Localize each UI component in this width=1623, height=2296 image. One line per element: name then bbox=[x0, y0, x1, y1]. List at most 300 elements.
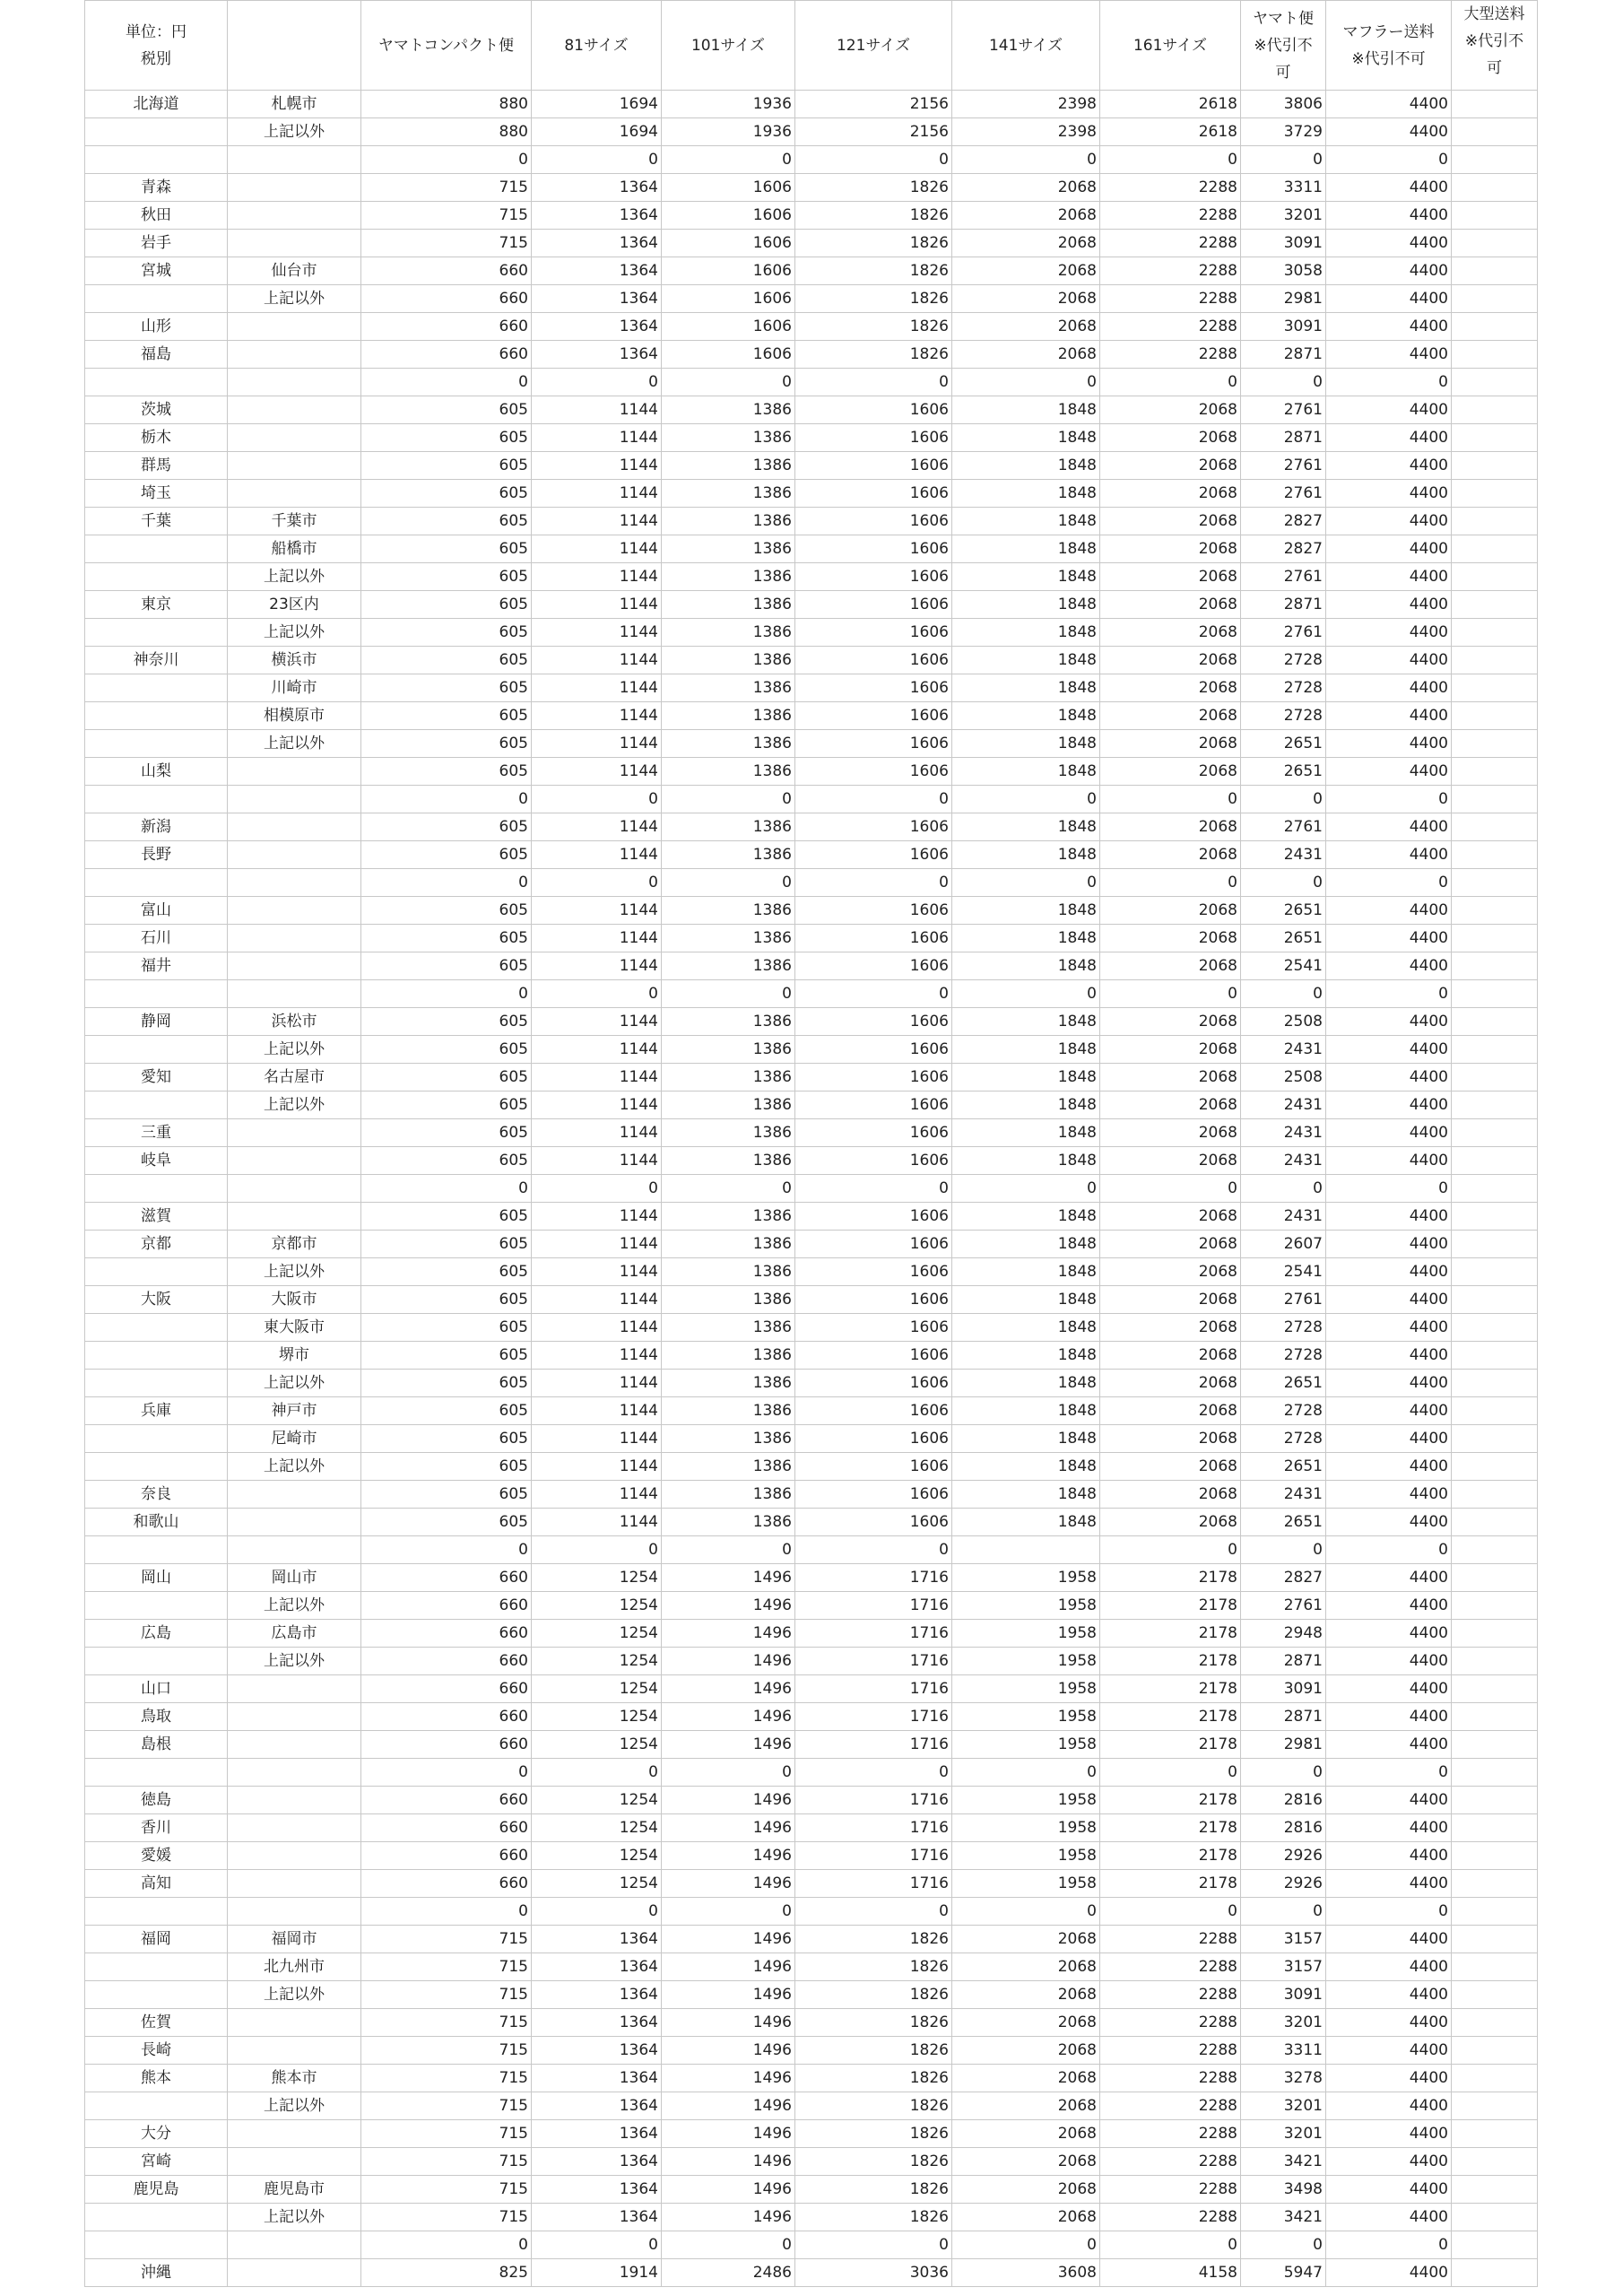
size-121-cell: 0 bbox=[795, 786, 952, 813]
large-cell bbox=[1452, 1453, 1538, 1481]
size-101-cell: 1386 bbox=[662, 1286, 795, 1314]
city-cell: 上記以外 bbox=[228, 2204, 361, 2231]
yamato-cell: 3091 bbox=[1241, 313, 1326, 341]
size-121-cell: 1716 bbox=[795, 1675, 952, 1703]
table-row bbox=[85, 925, 1538, 952]
table-row bbox=[85, 1453, 1538, 1481]
compact-cell: 715 bbox=[361, 174, 532, 202]
size-121-cell: 0 bbox=[795, 1536, 952, 1564]
prefecture-cell bbox=[85, 1898, 228, 1926]
compact-cell: 0 bbox=[361, 1536, 532, 1564]
yamato-cell: 2816 bbox=[1241, 1787, 1326, 1814]
large-cell bbox=[1452, 2231, 1538, 2259]
compact-cell: 660 bbox=[361, 1703, 532, 1731]
large-cell bbox=[1452, 535, 1538, 563]
prefecture-cell bbox=[85, 1036, 228, 1064]
size-161-cell: 2288 bbox=[1100, 2148, 1241, 2176]
muffler-cell: 4400 bbox=[1326, 758, 1452, 786]
size-81-cell: 1144 bbox=[532, 508, 662, 535]
size-121-cell: 1606 bbox=[795, 702, 952, 730]
size-81-cell: 1364 bbox=[532, 313, 662, 341]
prefecture-cell: 鳥取 bbox=[85, 1703, 228, 1731]
prefecture-cell: 福岡 bbox=[85, 1926, 228, 1953]
prefecture-cell: 鹿児島 bbox=[85, 2176, 228, 2204]
size-141-cell: 1848 bbox=[952, 1509, 1100, 1536]
size-81-cell: 1144 bbox=[532, 1453, 662, 1481]
muffler-cell: 4400 bbox=[1326, 2259, 1452, 2287]
size-161-cell: 2288 bbox=[1100, 2009, 1241, 2037]
size-101-cell: 1386 bbox=[662, 702, 795, 730]
prefecture-cell: 大阪 bbox=[85, 1286, 228, 1314]
yamato-cell: 2431 bbox=[1241, 841, 1326, 869]
size-101-cell: 1606 bbox=[662, 313, 795, 341]
size-101-cell: 1496 bbox=[662, 1842, 795, 1870]
city-cell: 上記以外 bbox=[228, 1091, 361, 1119]
size-141-cell: 1958 bbox=[952, 1564, 1100, 1592]
prefecture-cell: 秋田 bbox=[85, 202, 228, 230]
size-121-cell: 1826 bbox=[795, 2009, 952, 2037]
muffler-cell: 4400 bbox=[1326, 1231, 1452, 1258]
size-101-cell: 1496 bbox=[662, 2120, 795, 2148]
large-line-2: ※代引不 bbox=[1464, 32, 1524, 50]
size-121-cell: 2156 bbox=[795, 118, 952, 146]
yamato-cell: 2926 bbox=[1241, 1870, 1326, 1898]
size-161-cell: 2178 bbox=[1100, 1731, 1241, 1759]
size-81-cell: 1364 bbox=[532, 230, 662, 257]
table-row bbox=[85, 813, 1538, 841]
yamato-cell: 2508 bbox=[1241, 1008, 1326, 1036]
city-cell bbox=[228, 1703, 361, 1731]
yamato-cell: 2926 bbox=[1241, 1842, 1326, 1870]
large-cell bbox=[1452, 396, 1538, 424]
size-161-cell: 2068 bbox=[1100, 702, 1241, 730]
muffler-cell: 4400 bbox=[1326, 1731, 1452, 1759]
muffler-cell: 4400 bbox=[1326, 1787, 1452, 1814]
size-161-cell: 2068 bbox=[1100, 1286, 1241, 1314]
size-141-cell: 1848 bbox=[952, 452, 1100, 480]
compact-cell: 605 bbox=[361, 619, 532, 647]
size-161-cell: 2068 bbox=[1100, 1119, 1241, 1147]
compact-cell: 660 bbox=[361, 1592, 532, 1620]
prefecture-cell: 岐阜 bbox=[85, 1147, 228, 1175]
muffler-cell: 4400 bbox=[1326, 2092, 1452, 2120]
size-141-cell: 1958 bbox=[952, 1870, 1100, 1898]
prefecture-cell: 宮城 bbox=[85, 257, 228, 285]
size-141-cell: 1848 bbox=[952, 1342, 1100, 1370]
city-cell bbox=[228, 313, 361, 341]
table-row bbox=[85, 2037, 1538, 2065]
size-121-cell: 1606 bbox=[795, 730, 952, 758]
size-81-cell: 1364 bbox=[532, 285, 662, 313]
large-cell bbox=[1452, 1842, 1538, 1870]
table-row bbox=[85, 702, 1538, 730]
size-141-cell: 1848 bbox=[952, 897, 1100, 925]
large-cell bbox=[1452, 2259, 1538, 2287]
size-101-cell: 1496 bbox=[662, 1870, 795, 1898]
size-121-cell: 1716 bbox=[795, 1648, 952, 1675]
size-161-cell: 2068 bbox=[1100, 396, 1241, 424]
large-cell bbox=[1452, 1981, 1538, 2009]
size-81-cell: 0 bbox=[532, 1536, 662, 1564]
large-cell bbox=[1452, 1119, 1538, 1147]
size-161-cell: 2288 bbox=[1100, 2065, 1241, 2092]
size-121-cell: 1606 bbox=[795, 1370, 952, 1397]
table-row bbox=[85, 1147, 1538, 1175]
size-141-cell: 1848 bbox=[952, 813, 1100, 841]
size-101-cell: 1496 bbox=[662, 2037, 795, 2065]
size-161-cell: 2068 bbox=[1100, 1203, 1241, 1231]
city-cell: 北九州市 bbox=[228, 1953, 361, 1981]
compact-cell: 715 bbox=[361, 2065, 532, 2092]
table-row bbox=[85, 452, 1538, 480]
table-row bbox=[85, 1481, 1538, 1509]
size-101-cell: 1386 bbox=[662, 1481, 795, 1509]
city-cell bbox=[228, 1898, 361, 1926]
size-81-cell: 1144 bbox=[532, 647, 662, 674]
city-cell: 福岡市 bbox=[228, 1926, 361, 1953]
prefecture-cell: 北海道 bbox=[85, 91, 228, 118]
size-121-cell: 1716 bbox=[795, 1731, 952, 1759]
yamato-cell: 2728 bbox=[1241, 1397, 1326, 1425]
city-cell bbox=[228, 424, 361, 452]
size-101-cell: 1386 bbox=[662, 1147, 795, 1175]
size-161-cell: 2178 bbox=[1100, 1592, 1241, 1620]
size-101-cell: 1496 bbox=[662, 1620, 795, 1648]
size-161-cell: 2178 bbox=[1100, 1703, 1241, 1731]
large-cell bbox=[1452, 174, 1538, 202]
compact-cell: 605 bbox=[361, 758, 532, 786]
size-141-cell: 1848 bbox=[952, 1453, 1100, 1481]
city-cell bbox=[228, 1175, 361, 1203]
size-101-cell: 1386 bbox=[662, 1453, 795, 1481]
large-cell bbox=[1452, 786, 1538, 813]
prefecture-cell bbox=[85, 980, 228, 1008]
muffler-cell: 0 bbox=[1326, 146, 1452, 174]
prefecture-cell bbox=[85, 118, 228, 146]
table-row bbox=[85, 508, 1538, 535]
yamato-cell: 3201 bbox=[1241, 2009, 1326, 2037]
size-101-cell: 1386 bbox=[662, 1091, 795, 1119]
size-101-cell: 1386 bbox=[662, 619, 795, 647]
size-81-cell: 1144 bbox=[532, 452, 662, 480]
muffler-cell: 0 bbox=[1326, 786, 1452, 813]
size-141-cell: 0 bbox=[952, 786, 1100, 813]
compact-cell: 0 bbox=[361, 980, 532, 1008]
size-141-cell: 1958 bbox=[952, 1703, 1100, 1731]
compact-cell: 605 bbox=[361, 1258, 532, 1286]
size-141-cell: 1848 bbox=[952, 535, 1100, 563]
size-81-cell: 0 bbox=[532, 1759, 662, 1787]
city-cell: 熊本市 bbox=[228, 2065, 361, 2092]
size-81-cell: 1364 bbox=[532, 2176, 662, 2204]
compact-cell: 715 bbox=[361, 2148, 532, 2176]
yamato-cell: 3421 bbox=[1241, 2204, 1326, 2231]
city-cell bbox=[228, 2009, 361, 2037]
size-161-cell: 2178 bbox=[1100, 1870, 1241, 1898]
large-cell bbox=[1452, 674, 1538, 702]
compact-cell: 605 bbox=[361, 1481, 532, 1509]
size-121-cell: 1826 bbox=[795, 313, 952, 341]
size-161-cell: 2288 bbox=[1100, 285, 1241, 313]
size-141-cell: 1848 bbox=[952, 1286, 1100, 1314]
prefecture-cell: 和歌山 bbox=[85, 1509, 228, 1536]
size-101-cell: 1936 bbox=[662, 118, 795, 146]
size-81-cell: 1254 bbox=[532, 1592, 662, 1620]
size-161-cell: 2288 bbox=[1100, 257, 1241, 285]
compact-cell: 605 bbox=[361, 841, 532, 869]
size-141-cell: 2068 bbox=[952, 2037, 1100, 2065]
muffler-cell: 4400 bbox=[1326, 1953, 1452, 1981]
yamato-cell: 2761 bbox=[1241, 480, 1326, 508]
large-cell bbox=[1452, 118, 1538, 146]
city-cell: 堺市 bbox=[228, 1342, 361, 1370]
size-101-cell: 1606 bbox=[662, 174, 795, 202]
size-141-cell: 1848 bbox=[952, 508, 1100, 535]
prefecture-cell bbox=[85, 563, 228, 591]
muffler-cell: 4400 bbox=[1326, 257, 1452, 285]
size-101-cell: 1496 bbox=[662, 1703, 795, 1731]
size-141-cell: 1848 bbox=[952, 952, 1100, 980]
size-121-cell: 1826 bbox=[795, 2148, 952, 2176]
prefecture-cell: 奈良 bbox=[85, 1481, 228, 1509]
size-81-cell: 1364 bbox=[532, 2120, 662, 2148]
city-cell bbox=[228, 1481, 361, 1509]
compact-cell: 605 bbox=[361, 952, 532, 980]
size-161-cell: 0 bbox=[1100, 980, 1241, 1008]
size-141-cell: 2068 bbox=[952, 230, 1100, 257]
size-101-cell: 1386 bbox=[662, 1231, 795, 1258]
muffler-cell: 4400 bbox=[1326, 1425, 1452, 1453]
compact-cell: 660 bbox=[361, 341, 532, 369]
muffler-cell: 4400 bbox=[1326, 702, 1452, 730]
size-101-cell: 1496 bbox=[662, 1675, 795, 1703]
muffler-cell: 4400 bbox=[1326, 563, 1452, 591]
size-121-cell: 1606 bbox=[795, 813, 952, 841]
city-cell bbox=[228, 2037, 361, 2065]
size-121-cell: 1716 bbox=[795, 1842, 952, 1870]
size-81-cell: 1144 bbox=[532, 1286, 662, 1314]
muffler-cell: 0 bbox=[1326, 869, 1452, 897]
size-161-cell: 2068 bbox=[1100, 1397, 1241, 1425]
size-121-cell: 1606 bbox=[795, 897, 952, 925]
large-cell bbox=[1452, 1314, 1538, 1342]
size-141-cell: 2068 bbox=[952, 2176, 1100, 2204]
size-161-cell: 2068 bbox=[1100, 1147, 1241, 1175]
header-large bbox=[1452, 1, 1538, 91]
size-141-cell bbox=[952, 1536, 1100, 1564]
yamato-cell: 2761 bbox=[1241, 396, 1326, 424]
prefecture-cell bbox=[85, 285, 228, 313]
size-101-cell: 1386 bbox=[662, 591, 795, 619]
table-row bbox=[85, 313, 1538, 341]
prefecture-cell: 島根 bbox=[85, 1731, 228, 1759]
size-101-cell: 1386 bbox=[662, 952, 795, 980]
yamato-line-3: 可 bbox=[1275, 63, 1291, 82]
compact-cell: 715 bbox=[361, 1926, 532, 1953]
large-cell bbox=[1452, 952, 1538, 980]
size-161-cell: 2288 bbox=[1100, 2204, 1241, 2231]
size-81-cell: 1144 bbox=[532, 952, 662, 980]
size-161-cell: 2068 bbox=[1100, 925, 1241, 952]
table-row bbox=[85, 1314, 1538, 1342]
size-141-cell: 1958 bbox=[952, 1731, 1100, 1759]
size-161-cell: 2068 bbox=[1100, 841, 1241, 869]
large-cell bbox=[1452, 202, 1538, 230]
large-cell bbox=[1452, 2009, 1538, 2037]
large-cell bbox=[1452, 452, 1538, 480]
header-size-161: 161サイズ bbox=[1100, 1, 1241, 91]
size-101-cell: 1496 bbox=[662, 2204, 795, 2231]
size-121-cell: 0 bbox=[795, 869, 952, 897]
compact-cell: 660 bbox=[361, 1675, 532, 1703]
table-row bbox=[85, 369, 1538, 396]
yamato-cell: 3157 bbox=[1241, 1953, 1326, 1981]
size-141-cell: 0 bbox=[952, 2231, 1100, 2259]
prefecture-cell: 栃木 bbox=[85, 424, 228, 452]
size-121-cell: 1606 bbox=[795, 1481, 952, 1509]
muffler-cell: 4400 bbox=[1326, 341, 1452, 369]
table-row bbox=[85, 2204, 1538, 2231]
yamato-cell: 2651 bbox=[1241, 897, 1326, 925]
yamato-cell: 2728 bbox=[1241, 674, 1326, 702]
large-cell bbox=[1452, 2120, 1538, 2148]
compact-cell: 0 bbox=[361, 2231, 532, 2259]
large-cell bbox=[1452, 369, 1538, 396]
size-121-cell: 1606 bbox=[795, 1091, 952, 1119]
large-cell bbox=[1452, 424, 1538, 452]
prefecture-cell: 福井 bbox=[85, 952, 228, 980]
header-size-101: 101サイズ bbox=[662, 1, 795, 91]
muffler-cell: 4400 bbox=[1326, 1509, 1452, 1536]
size-81-cell: 1254 bbox=[532, 1870, 662, 1898]
size-141-cell: 2068 bbox=[952, 2065, 1100, 2092]
size-101-cell: 1496 bbox=[662, 2065, 795, 2092]
table-row bbox=[85, 1648, 1538, 1675]
muffler-cell: 4400 bbox=[1326, 2120, 1452, 2148]
size-121-cell: 1606 bbox=[795, 1008, 952, 1036]
yamato-cell: 2431 bbox=[1241, 1091, 1326, 1119]
city-cell: 川崎市 bbox=[228, 674, 361, 702]
yamato-cell: 2541 bbox=[1241, 952, 1326, 980]
size-81-cell: 1144 bbox=[532, 1481, 662, 1509]
compact-cell: 605 bbox=[361, 730, 532, 758]
compact-cell: 715 bbox=[361, 202, 532, 230]
prefecture-cell: 富山 bbox=[85, 897, 228, 925]
compact-cell: 660 bbox=[361, 285, 532, 313]
muffler-cell: 4400 bbox=[1326, 647, 1452, 674]
table-row bbox=[85, 257, 1538, 285]
size-141-cell: 1848 bbox=[952, 925, 1100, 952]
size-141-cell: 1848 bbox=[952, 1064, 1100, 1091]
size-81-cell: 1364 bbox=[532, 1953, 662, 1981]
large-cell bbox=[1452, 2204, 1538, 2231]
muffler-cell: 4400 bbox=[1326, 1926, 1452, 1953]
compact-cell: 660 bbox=[361, 257, 532, 285]
size-101-cell: 1496 bbox=[662, 2176, 795, 2204]
size-161-cell: 0 bbox=[1100, 1898, 1241, 1926]
compact-cell: 605 bbox=[361, 1370, 532, 1397]
size-81-cell: 1254 bbox=[532, 1787, 662, 1814]
size-121-cell: 1826 bbox=[795, 2120, 952, 2148]
prefecture-cell bbox=[85, 535, 228, 563]
size-81-cell: 1144 bbox=[532, 758, 662, 786]
large-cell bbox=[1452, 508, 1538, 535]
yamato-cell: 3498 bbox=[1241, 2176, 1326, 2204]
large-line-3: 可 bbox=[1487, 59, 1502, 77]
yamato-cell: 3278 bbox=[1241, 2065, 1326, 2092]
yamato-line-2: ※代引不 bbox=[1254, 36, 1313, 55]
size-81-cell: 1144 bbox=[532, 535, 662, 563]
size-161-cell: 2068 bbox=[1100, 424, 1241, 452]
yamato-cell: 2827 bbox=[1241, 535, 1326, 563]
compact-cell: 605 bbox=[361, 813, 532, 841]
size-121-cell: 1606 bbox=[795, 1397, 952, 1425]
size-121-cell: 1826 bbox=[795, 341, 952, 369]
size-81-cell: 1364 bbox=[532, 257, 662, 285]
large-cell bbox=[1452, 1814, 1538, 1842]
yamato-cell: 2728 bbox=[1241, 1314, 1326, 1342]
size-141-cell: 1958 bbox=[952, 1787, 1100, 1814]
size-161-cell: 2178 bbox=[1100, 1842, 1241, 1870]
table-row bbox=[85, 1787, 1538, 1814]
size-101-cell: 1386 bbox=[662, 1203, 795, 1231]
compact-cell: 605 bbox=[361, 508, 532, 535]
large-cell bbox=[1452, 1036, 1538, 1064]
prefecture-cell: 長崎 bbox=[85, 2037, 228, 2065]
prefecture-cell bbox=[85, 1453, 228, 1481]
large-cell bbox=[1452, 1592, 1538, 1620]
prefecture-cell bbox=[85, 1953, 228, 1981]
prefecture-cell: 香川 bbox=[85, 1814, 228, 1842]
size-141-cell: 2068 bbox=[952, 2092, 1100, 2120]
large-cell bbox=[1452, 702, 1538, 730]
size-141-cell: 1958 bbox=[952, 1814, 1100, 1842]
city-cell: 上記以外 bbox=[228, 1258, 361, 1286]
muffler-cell: 4400 bbox=[1326, 619, 1452, 647]
muffler-cell: 4400 bbox=[1326, 1648, 1452, 1675]
compact-cell: 715 bbox=[361, 2037, 532, 2065]
table-row bbox=[85, 674, 1538, 702]
yamato-cell: 2651 bbox=[1241, 730, 1326, 758]
prefecture-cell bbox=[85, 702, 228, 730]
muffler-cell: 4400 bbox=[1326, 2176, 1452, 2204]
large-cell bbox=[1452, 1759, 1538, 1787]
size-81-cell: 1364 bbox=[532, 1981, 662, 2009]
size-141-cell: 0 bbox=[952, 1175, 1100, 1203]
table-row bbox=[85, 647, 1538, 674]
size-121-cell: 1606 bbox=[795, 396, 952, 424]
table-row bbox=[85, 2092, 1538, 2120]
size-81-cell: 1144 bbox=[532, 925, 662, 952]
city-cell: 横浜市 bbox=[228, 647, 361, 674]
size-141-cell: 1958 bbox=[952, 1842, 1100, 1870]
large-line-1: 大型送料 bbox=[1463, 5, 1525, 23]
size-141-cell: 0 bbox=[952, 869, 1100, 897]
size-161-cell: 2178 bbox=[1100, 1620, 1241, 1648]
prefecture-cell: 宮崎 bbox=[85, 2148, 228, 2176]
yamato-cell: 2871 bbox=[1241, 591, 1326, 619]
city-cell: 京都市 bbox=[228, 1231, 361, 1258]
city-cell: 東大阪市 bbox=[228, 1314, 361, 1342]
prefecture-cell: 埼玉 bbox=[85, 480, 228, 508]
yamato-cell: 2728 bbox=[1241, 702, 1326, 730]
size-161-cell: 2068 bbox=[1100, 508, 1241, 535]
size-161-cell: 2068 bbox=[1100, 1258, 1241, 1286]
city-cell: 千葉市 bbox=[228, 508, 361, 535]
size-121-cell: 2156 bbox=[795, 91, 952, 118]
prefecture-cell bbox=[85, 1370, 228, 1397]
size-121-cell: 0 bbox=[795, 146, 952, 174]
